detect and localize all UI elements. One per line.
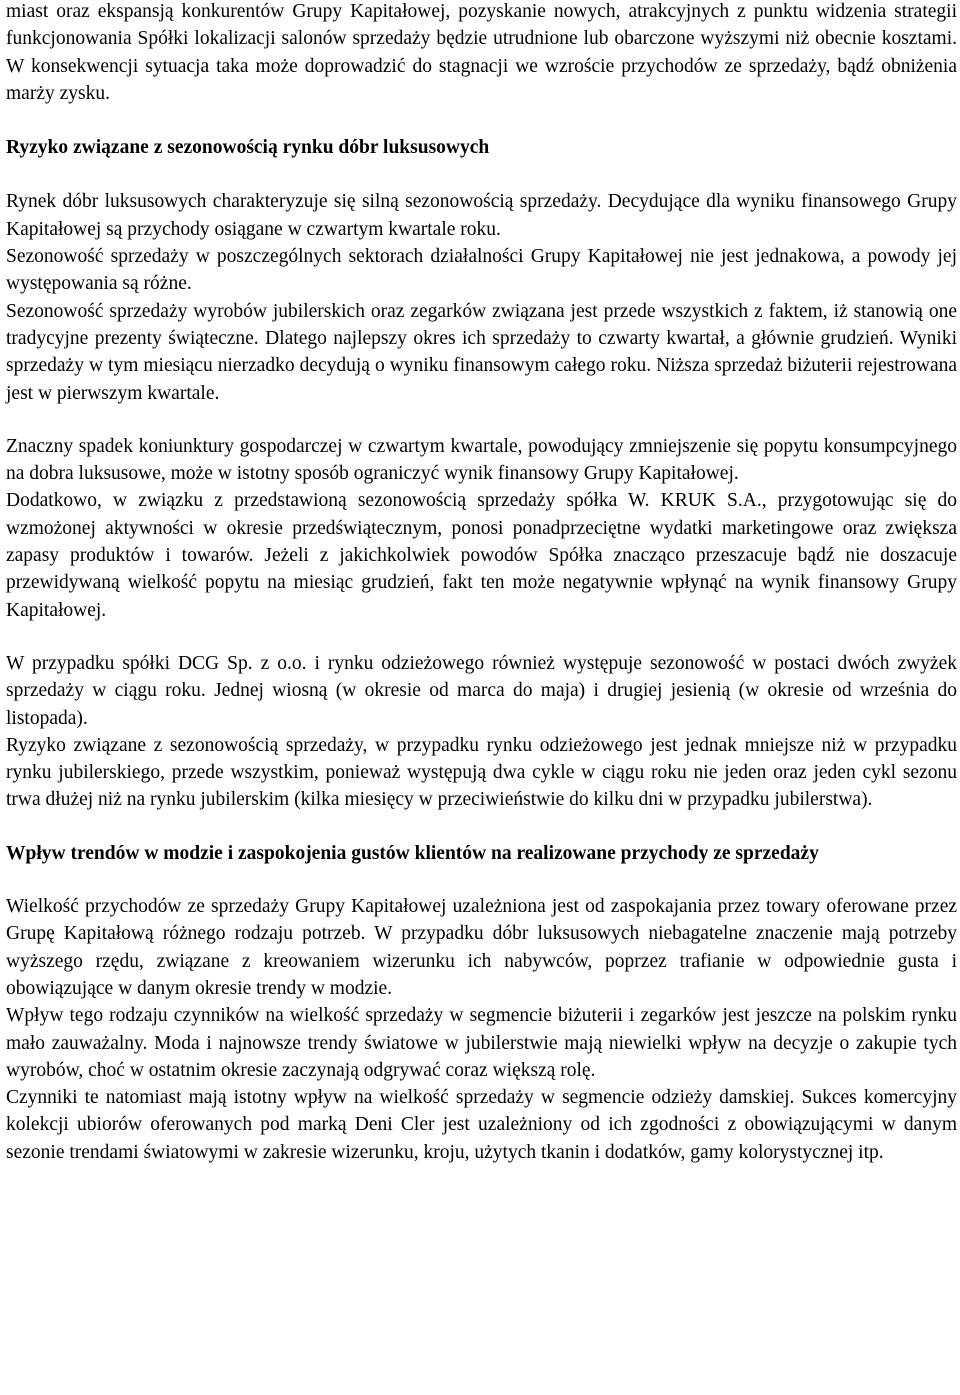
heading-seasonality-risk: Ryzyko związane z sezonowością rynku dóbr luksusowych [6, 137, 490, 159]
heading-fashion-trends: Wpływ trendów w modzie i zaspokojenia gustów klientów na realizowane przychody ze sprzedaży [6, 842, 819, 864]
paragraph-spacer [6, 107, 957, 134]
paragraph-luxury-seasonality: Rynek dóbr luksusowych charakteryzuje się silną sezonowością sprzedaży. Decydujące dla wyniku finansowego Grupy Kapitałowej są przychody osiągane w czwartym kwartale roku. [6, 191, 957, 240]
paragraph-economic-downturn: Znaczny spadek koniunktury gospodarczej w czwartym kwartale, powodujący zmniejszenie się popytu konsumpcyjnego na dobra luksusowe, może w istotny sposób ograniczyć wynik finansowy Grupy Kapitałowej. [6, 435, 957, 485]
paragraph-spacer [6, 814, 957, 840]
paragraph-revenue-dependence: Wielkość przychodów ze sprzedaży Grupy Kapitałowej uzależniona jest od zaspokajania przez towary oferowane przez Grupę Kapitałową różnego rodzaju potrzeb. W przypadku dóbr luksusowych niebagatelne znaczenie mają potrzeby wyższego rzędu, związane z kreowaniem wizerunku ich nabywców, poprzez trafianie w odpowiednie gusta i obowiązujące w danym okresie trendy w modzie. [6, 896, 957, 999]
paragraph-jewelry-trends: Wpływ tego rodzaju czynników na wielkość sprzedaży w segmencie biżuterii i zegarków jest jeszcze na polskim rynku mało zauważalny. Moda i najnowsze trendy światowe w jubilerstwie mają niewielki wpływ na decyzje o zakupie tych wyrobów, choć w ostatnim okresie zaczynają odgrywać coraz większą rolę. [6, 1005, 957, 1081]
paragraph-clothing-risk: Ryzyko związane z sezonowością sprzedaży, w przypadku rynku odzieżowego jest jednak mniejsze niż w przypadku rynku jubilerskiego, przede wszystkim, ponieważ występują dwa cykle w ciągu roku nie jeden oraz jeden cykl sezonu trwa dłużej niż na rynku jubilerskim (kilka miesięcy w przeciwieństwie do kilku dni w przypadku jubilerstwa). [6, 734, 957, 811]
paragraph-spacer [6, 407, 957, 433]
paragraph-wkruk-preparation: Dodatkowo, w związku z przedstawioną sezonowością sprzedaży spółka W. KRUK S.A., przygotowując się do wzmożonej aktywności w okresie przedświątecznym, ponosi ponadprzeciętne wydatki marketingowe oraz zwiększa zapasy produktów i towarów. Jeżeli z jakichkolwiek powodów Spółka znacząco przeszacuje bądź nie doszacuje przewidywaną wielkość popytu na miesiąc grudzień, fakt ten może negatywnie wpłynąć na wynik finansowy Grupy Kapitałowej. [6, 490, 957, 621]
paragraph-spacer [6, 161, 957, 188]
paragraph-competitor-expansion: miast oraz ekspansją konkurentów Grupy Kapitałowej, pozyskanie nowych, atrakcyjnych z punktu widzenia strategii funkcjonowania Spółki lokalizacji salonów sprzedaży będzie utrudnione lub obarczone wyższymi niż obecnie kosztami. W konsekwencji sytuacja taka może doprowadzić do stagnacji we wzroście przychodów ze sprzedaży, bądź obniżenia marży zysku. [6, 1, 957, 104]
paragraph-women-clothing: Czynniki te natomiast mają istotny wpływ na wielkość sprzedaży w segmencie odzieży damskiej. Sukces komercyjny kolekcji ubiorów oferowanych pod marką Deni Cler jest uzależniony od ich zgodności z obowiązującymi w danym sezonie trendami światowymi w zakresie wizerunku, kroju, użytych tkanin i dodatków, gamy kolorystycznej itp. [6, 1087, 957, 1163]
paragraph-spacer [6, 867, 957, 893]
paragraph-sector-seasonality: Sezonowość sprzedaży w poszczególnych sektorach działalności Grupy Kapitałowej nie jest jednakowa, a powody jej występowania są różne. [6, 246, 957, 295]
paragraph-dcg-seasonality: W przypadku spółki DCG Sp. z o.o. i rynku odzieżowego również występuje sezonowość w postaci dwóch zwyżek sprzedaży w ciągu roku. Jednej wiosną (w okresie od marca do maja) i drugiej jesienią (w okresie od września do listopada). [6, 652, 957, 729]
document-page [6, 0, 957, 1166]
paragraph-spacer [6, 624, 957, 650]
paragraph-jewelry-seasonality: Sezonowość sprzedaży wyrobów jubilerskich oraz zegarków związana jest przede wszystkich z faktem, iż stanowią one tradycyjne prezenty świąteczne. Dlatego najlepszy okres ich sprzedaży to czwarty kwartał, a głównie grudzień. Wyniki sprzedaży w tym miesiącu nierzadko decydują o wyniku finansowym całego roku. Niższa sprzedaż biżuterii rejestrowana jest w pierwszym kwartale. [6, 300, 957, 404]
